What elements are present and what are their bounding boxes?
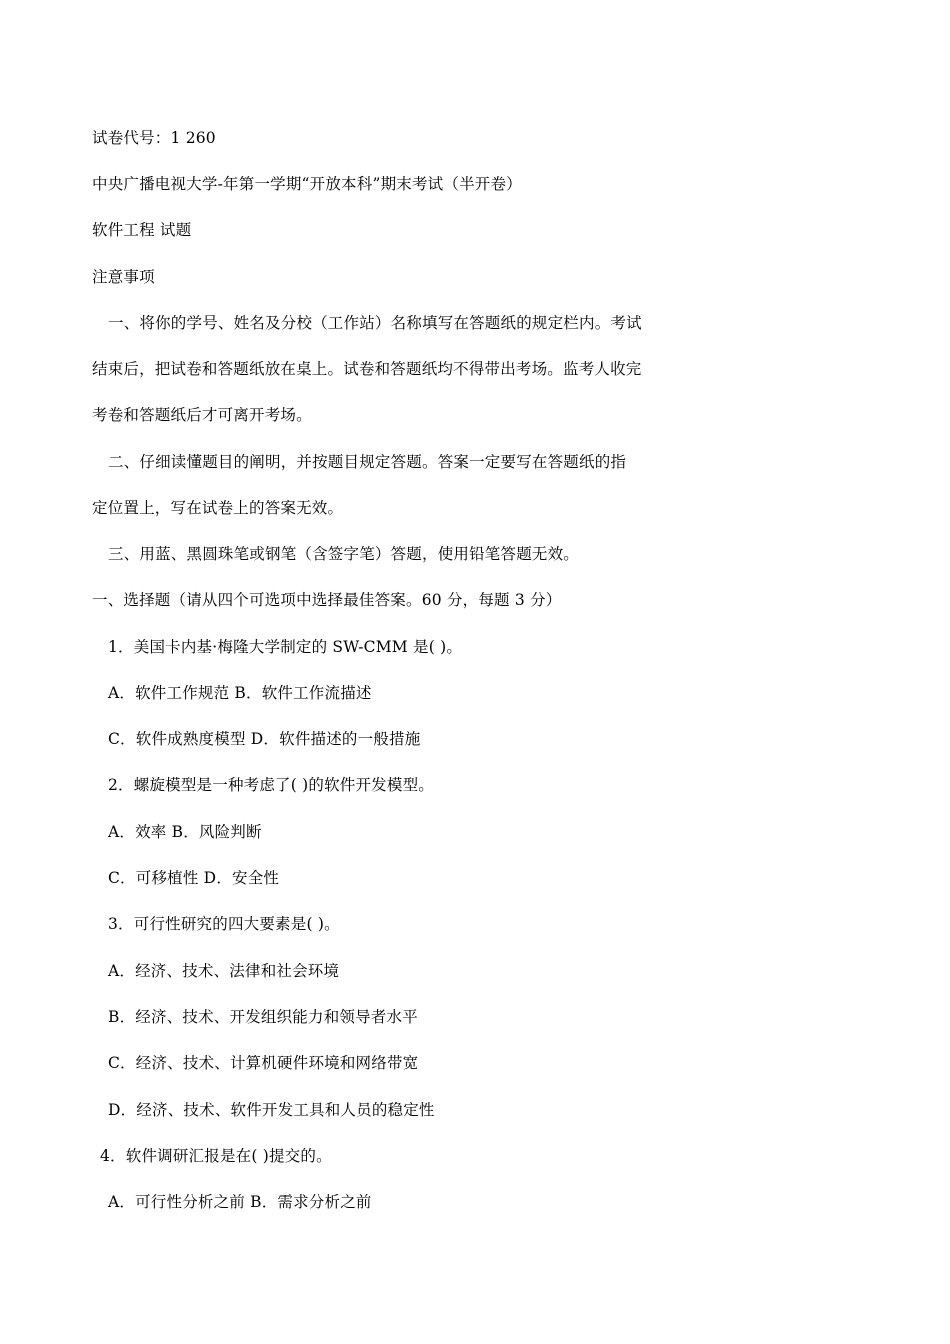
question-line: 2．螺旋模型是一种考虑了( )的软件开发模型。 bbox=[108, 776, 434, 794]
option-line: A．效率 B．风险判断 bbox=[108, 823, 262, 841]
notice-line: 考卷和答题纸后才可离开考场。 bbox=[92, 406, 312, 424]
option-line: D．经济、技术、软件开发工具和人员的稳定性 bbox=[108, 1101, 435, 1119]
option-line: C．软件成熟度模型 D．软件描述的一般措施 bbox=[108, 730, 421, 748]
option-line: A．可行性分析之前 B．需求分析之前 bbox=[108, 1193, 372, 1211]
subject-line: 软件工程 试题 bbox=[92, 221, 192, 239]
notice-line: 三、用蓝、黑圆珠笔或钢笔（含签字笔）答题，使用铅笔答题无效。 bbox=[108, 545, 580, 563]
question-line: 1．美国卡内基·梅隆大学制定的 SW-CMM 是( )。 bbox=[108, 638, 463, 656]
section-title: 一、选择题（请从四个可选项中选择最佳答案。60 分，每题 3 分） bbox=[92, 591, 562, 609]
notice-line: 二、仔细读懂题目的阐明，并按题目规定答题。答案一定要写在答题纸的指 bbox=[108, 453, 627, 471]
notice-title: 注意事项 bbox=[92, 268, 155, 286]
option-line: C．经济、技术、计算机硬件环境和网络带宽 bbox=[108, 1054, 419, 1072]
option-line: A．经济、技术、法律和社会环境 bbox=[108, 962, 340, 980]
option-line: B．经济、技术、开发组织能力和领导者水平 bbox=[108, 1008, 418, 1026]
notice-line: 定位置上，写在试卷上的答案无效。 bbox=[92, 499, 344, 517]
option-line: C．可移植性 D．安全性 bbox=[108, 869, 280, 887]
option-line: A．软件工作规范 B．软件工作流描述 bbox=[108, 684, 372, 702]
question-line: 4．软件调研汇报是在( )提交的。 bbox=[100, 1147, 332, 1165]
notice-line: 结束后，把试卷和答题纸放在桌上。试卷和答题纸均不得带出考场。监考人收完 bbox=[92, 360, 642, 378]
notice-line: 一、将你的学号、姓名及分校（工作站）名称填写在答题纸的规定栏内。考试 bbox=[108, 314, 642, 332]
question-line: 3．可行性研究的四大要素是( )。 bbox=[108, 915, 340, 933]
university-line: 中央广播电视大学-年第一学期“开放本科”期末考试（半开卷） bbox=[92, 175, 522, 193]
paper-code: 试卷代号：1 260 bbox=[92, 129, 216, 147]
